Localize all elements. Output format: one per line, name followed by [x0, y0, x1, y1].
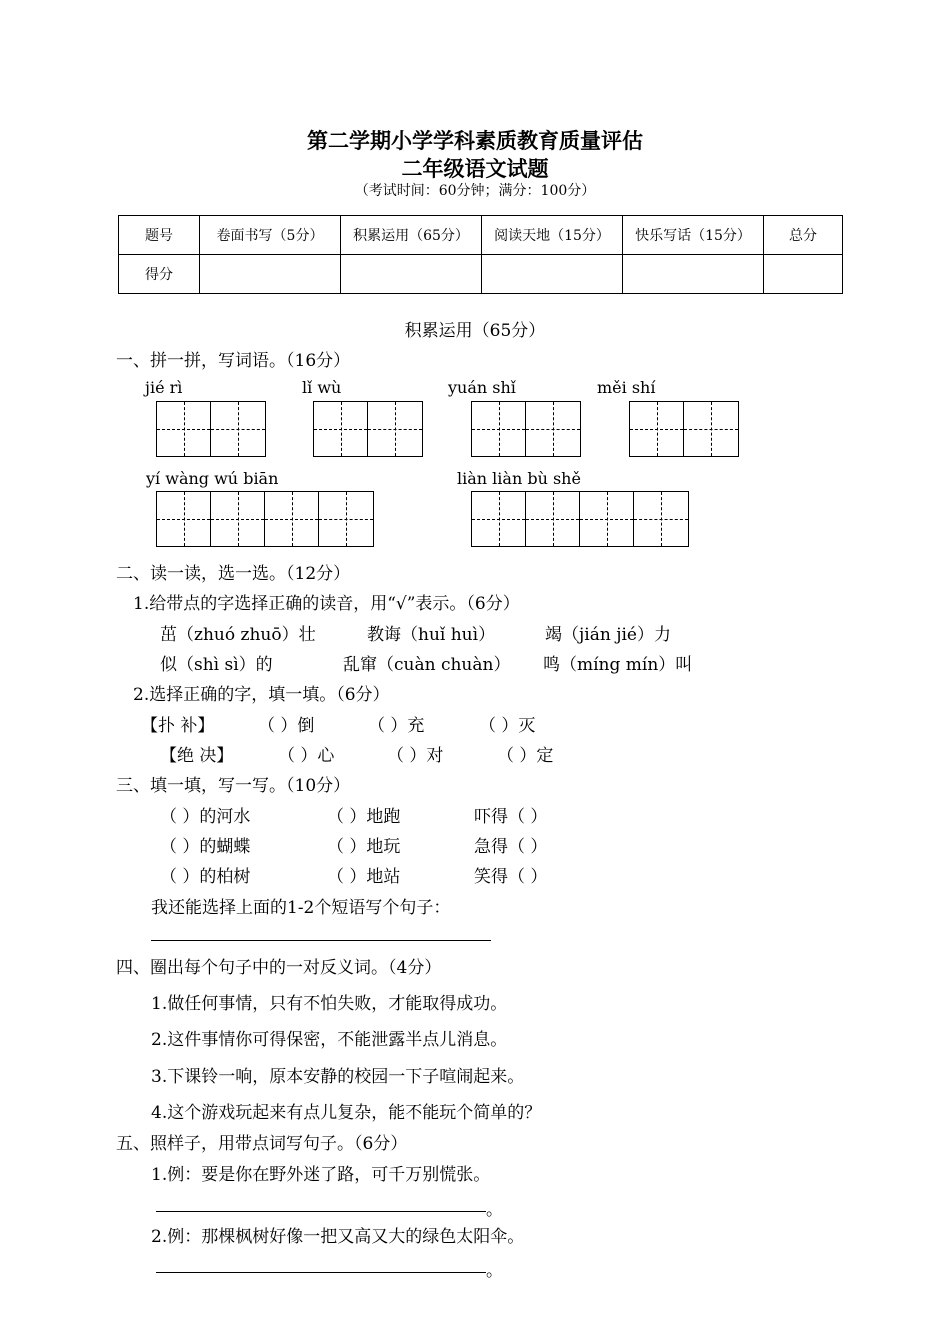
fill-blank[interactable]: （ ）地站	[327, 867, 401, 887]
answer-line[interactable]	[151, 940, 491, 941]
writing-grid[interactable]	[471, 491, 689, 547]
fill-blank[interactable]: 笑得（ ）	[474, 867, 548, 887]
exam-subtitle: 二年级语文试题	[401, 156, 549, 181]
table-cell: 阅读天地（15分）	[482, 216, 623, 255]
reading-choice[interactable]: 乱窜（cuàn chuàn）	[343, 655, 511, 675]
reading-choice[interactable]: 教诲（huǐ huì）	[367, 625, 496, 645]
question-2-sub1: 1.给带点的字选择正确的读音，用“√”表示。（6分）	[133, 594, 520, 614]
table-cell: 题号	[119, 216, 200, 255]
fill-blank[interactable]: （ ）充	[368, 716, 425, 736]
question-3-title: 三、填一填，写一写。（10分）	[116, 776, 351, 796]
fill-blank[interactable]: （ ）对	[387, 746, 444, 766]
sentence-item[interactable]: 4.这个游戏玩起来有点儿复杂，能不能玩个简单的？	[151, 1103, 542, 1123]
sentence-item[interactable]: 2.这件事情你可得保密，不能泄露半点儿消息。	[151, 1030, 508, 1050]
score-input-cell[interactable]	[341, 255, 482, 294]
writing-grid[interactable]	[471, 401, 581, 457]
score-input-cell[interactable]	[200, 255, 341, 294]
question-4-title: 四、圈出每个句子中的一对反义词。（4分）	[116, 958, 442, 978]
score-input-cell[interactable]	[482, 255, 623, 294]
fill-blank[interactable]: （ ）地玩	[327, 837, 401, 857]
question-2-sub2: 2.选择正确的字，填一填。（6分）	[133, 685, 390, 705]
answer-line[interactable]	[156, 1272, 486, 1273]
sentence-item[interactable]: 3.下课铃一响，原本安静的校园一下子喧闹起来。	[151, 1067, 525, 1087]
reading-choice[interactable]: 似（shì sì）的	[160, 655, 273, 675]
writing-grid[interactable]	[313, 401, 423, 457]
fill-blank[interactable]: （ ）灭	[479, 716, 536, 736]
writing-grid[interactable]	[156, 401, 266, 457]
char-options: 【扑 补】	[141, 716, 215, 736]
table-cell: 得分	[119, 255, 200, 294]
writing-grid[interactable]	[156, 491, 374, 547]
reading-choice[interactable]: 竭（jián jié）力	[545, 625, 671, 645]
writing-grid[interactable]	[629, 401, 739, 457]
fill-blank[interactable]: （ ）的蝴蝶	[160, 837, 251, 857]
sentence-prompt: 我还能选择上面的1-2个短语写个句子：	[151, 898, 451, 918]
score-input-cell[interactable]	[623, 255, 764, 294]
score-input-cell[interactable]	[764, 255, 843, 294]
answer-line[interactable]	[156, 1211, 486, 1212]
pinyin-label: liàn liàn bù shě	[457, 469, 581, 488]
exam-title: 第二学期小学学科素质教育质量评估	[307, 128, 643, 153]
pinyin-label: yí wàng wú biān	[146, 469, 279, 488]
table-cell: 卷面书写（5分）	[200, 216, 341, 255]
question-5-title: 五、照样子，用带点词写句子。（6分）	[116, 1134, 408, 1154]
question-1-title: 一、拼一拼，写词语。（16分）	[116, 351, 351, 371]
period-mark: 。	[486, 1200, 503, 1220]
pinyin-label: lǐ wù	[302, 378, 342, 397]
fill-blank[interactable]: （ ）定	[497, 746, 554, 766]
exam-note: （考试时间：60分钟；满分：100分）	[354, 183, 596, 199]
example-sentence: 1.例：要是你在野外迷了路，可千万别慌张。	[151, 1165, 491, 1185]
fill-blank[interactable]: （ ）的柏树	[160, 867, 251, 887]
period-mark: 。	[486, 1261, 503, 1281]
score-table-header-row	[119, 216, 843, 255]
example-sentence: 2.例：那棵枫树好像一把又高又大的绿色太阳伞。	[151, 1227, 525, 1247]
table-cell: 总分	[764, 216, 843, 255]
score-table	[118, 215, 843, 294]
sentence-item[interactable]: 1.做任何事情，只有不怕失败，才能取得成功。	[151, 994, 508, 1014]
section-heading: 积累运用（65分）	[404, 321, 546, 341]
fill-blank[interactable]: 急得（ ）	[474, 837, 548, 857]
fill-blank[interactable]: （ ）心	[278, 746, 335, 766]
char-options: 【绝 决】	[160, 746, 234, 766]
table-cell: 快乐写话（15分）	[623, 216, 764, 255]
score-table-score-row	[119, 255, 843, 294]
fill-blank[interactable]: （ ）的河水	[160, 807, 251, 827]
fill-blank[interactable]: （ ）倒	[258, 716, 315, 736]
pinyin-label: yuán shǐ	[448, 378, 516, 397]
reading-choice[interactable]: 茁（zhuó zhuō）壮	[160, 625, 316, 645]
table-cell: 积累运用（65分）	[341, 216, 482, 255]
pinyin-label: měi shí	[597, 378, 656, 397]
fill-blank[interactable]: （ ）地跑	[327, 807, 401, 827]
question-2-title: 二、读一读，选一选。（12分）	[116, 564, 351, 584]
pinyin-label: jié rì	[145, 378, 183, 397]
fill-blank[interactable]: 吓得（ ）	[474, 807, 548, 827]
reading-choice[interactable]: 鸣（míng mín）叫	[543, 655, 693, 675]
